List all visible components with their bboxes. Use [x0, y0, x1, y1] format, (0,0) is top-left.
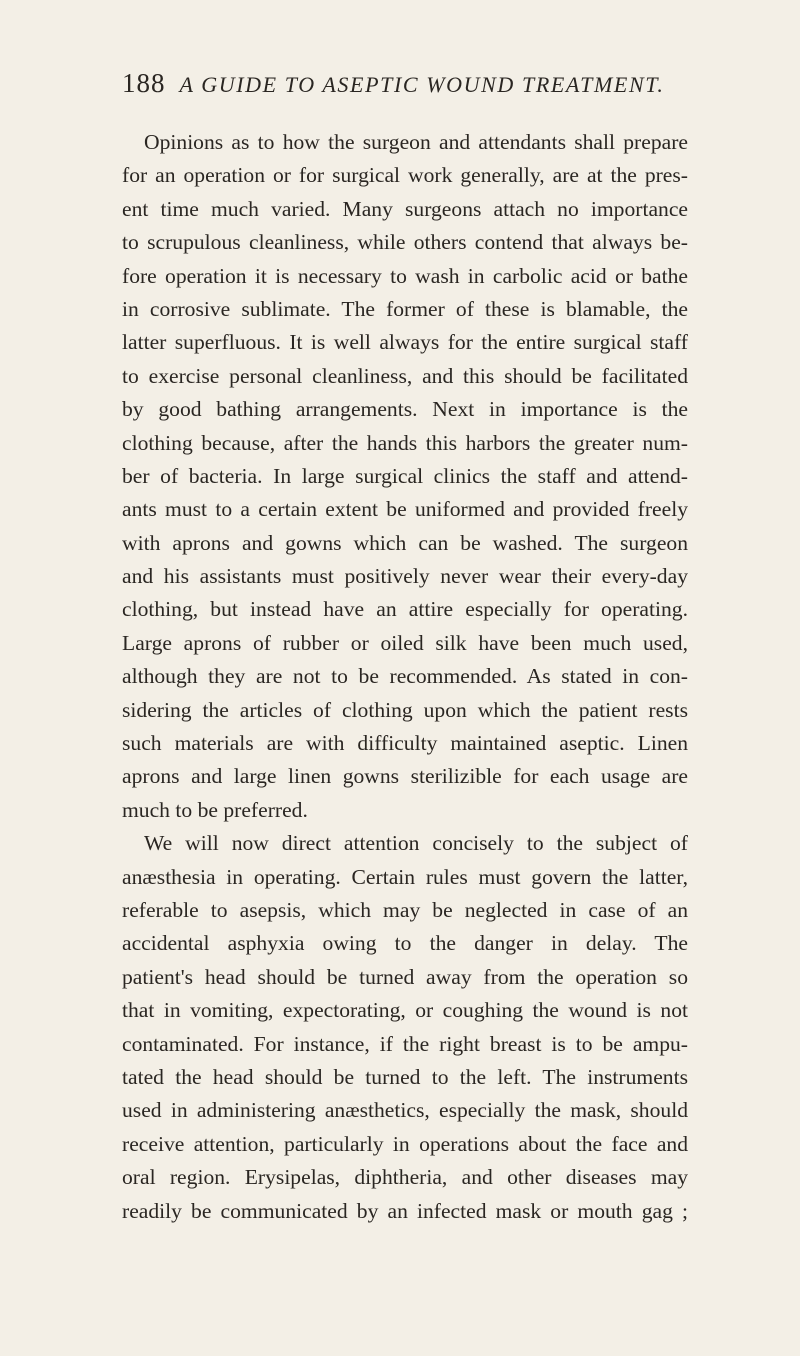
text-line: with aprons and gowns which can be washed. The surgeon — [122, 530, 688, 555]
text-line: ent time much varied. Many surgeons attach no importance — [122, 196, 688, 221]
running-title: A GUIDE TO ASEPTIC WOUND TREATMENT. — [179, 72, 665, 97]
body-text — [122, 126, 688, 1228]
text-line: receive attention, particularly in operations about the face and — [122, 1131, 688, 1156]
text-line: by good bathing arrangements. Next in importance is the — [122, 397, 688, 422]
text-line: that in vomiting, expectorating, or coughing the wound is not — [122, 998, 688, 1023]
text-line: readily be communicated by an infected mask or mouth gag ; — [122, 1198, 688, 1223]
text-line: contaminated. For instance, if the right breast is to be ampu- — [122, 1031, 688, 1056]
text-line: ber of bacteria. In large surgical clinics the staff and attend- — [122, 463, 688, 488]
text-line: Large aprons of rubber or oiled silk have been much used, — [122, 630, 688, 655]
page-number: 188 — [122, 68, 166, 98]
paragraph-clothing — [122, 126, 688, 827]
text-line: such materials are with difficulty maintained aseptic. Linen — [122, 731, 688, 756]
text-line: accidental asphyxia owing to the danger in delay. The — [122, 931, 688, 956]
text-line: oral region. Erysipelas, diphtheria, and other diseases may — [122, 1165, 688, 1190]
text-line: fore operation it is necessary to wash in carbolic acid or bathe — [122, 263, 688, 288]
text-line: anæsthesia in operating. Certain rules must govern the latter, — [122, 864, 688, 889]
text-line: aprons and large linen gowns sterilizible for each usage are — [122, 764, 688, 789]
text-line: clothing because, after the hands this harbors the greater num- — [122, 430, 688, 455]
text-line: ants must to a certain extent be uniformed and provided freely — [122, 497, 688, 522]
text-line: in corrosive sublimate. The former of these is blamable, the — [122, 296, 688, 321]
text-line: tated the head should be turned to the left. The instruments — [122, 1064, 688, 1089]
text-line: Opinions as to how the surgeon and attendants shall prepare — [144, 130, 688, 154]
text-line: although they are not to be recommended. As stated in con- — [122, 664, 688, 689]
text-line: latter superfluous. It is well always for the entire surgical staff — [122, 330, 688, 355]
text-line: referable to asepsis, which may be neglected in case of an — [122, 897, 688, 922]
text-line: and his assistants must positively never wear their every-day — [122, 564, 688, 589]
text-line: patient's head should be turned away from the operation so — [122, 964, 688, 989]
paragraph-anaesthesia — [122, 827, 688, 1228]
text-line: clothing, but instead have an attire especially for operating. — [122, 597, 688, 622]
text-line: much to be preferred. — [122, 797, 308, 822]
text-line: sidering the articles of clothing upon which the patient rests — [122, 697, 688, 722]
text-line: to scrupulous cleanliness, while others contend that always be- — [122, 230, 688, 255]
text-line: for an operation or for surgical work generally, are at the pres- — [122, 163, 688, 188]
text-line: We will now direct attention concisely to the subject of — [144, 831, 688, 856]
running-head — [122, 68, 722, 108]
text-line: used in administering anæsthetics, especially the mask, should — [122, 1098, 688, 1123]
text-line: to exercise personal cleanliness, and this should be facilitated — [122, 363, 688, 388]
